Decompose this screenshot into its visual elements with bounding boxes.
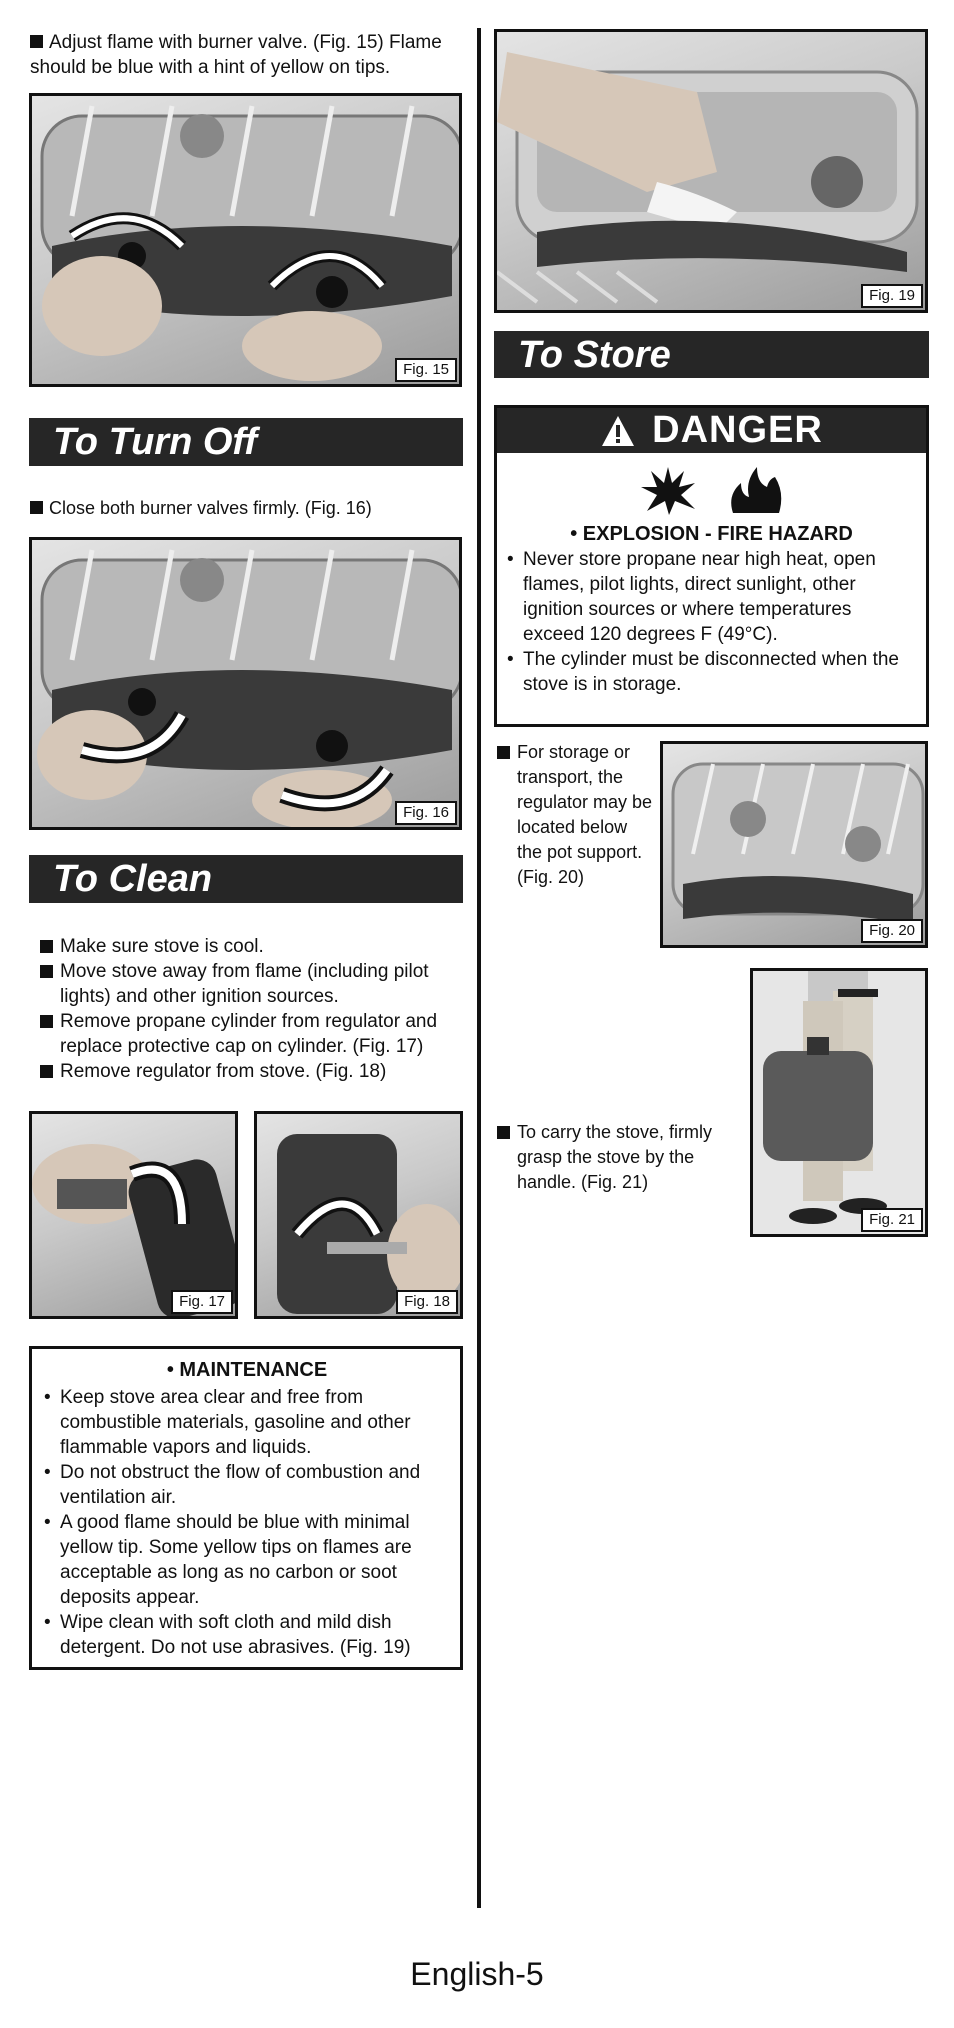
figure-label: Fig. 17 [171, 1290, 233, 1314]
adjust-flame-instruction: Adjust flame with burner valve. (Fig. 15) Flame should be blue with a hint of yellow on tips. [30, 32, 442, 78]
clean-steps-list [40, 934, 460, 1084]
person-carrying-stove-illustration [753, 971, 925, 1234]
carry-instruction: To carry the stove, firmly grasp the stove by the handle. (Fig. 21) [497, 1120, 742, 1195]
maintenance-title: • MAINTENANCE [166, 1359, 328, 1381]
figure-18 [254, 1111, 463, 1319]
danger-header [497, 408, 926, 453]
danger-title: DANGER [652, 409, 823, 451]
list-item: • Keep stove area clear and free from combustible materials, gasoline and other flammable vapors and liquids. [44, 1387, 411, 1458]
column-divider [477, 28, 481, 1908]
figure-20 [660, 741, 928, 948]
list-item: • A good flame should be blue with minimal yellow tip. Some yellow tips on flames are acceptable as long as no carbon or soot deposits appear. [44, 1512, 412, 1608]
list-item: • The cylinder must be disconnected when the stove is in storage. [507, 649, 899, 695]
page-number: English-5 [410, 1956, 544, 1992]
bullet-square-icon [40, 940, 53, 953]
list-item: • Never store propane near high heat, open flames, pilot lights, direct sunlight, other ignition sources or where temperatures exceed 120 degrees F (49°C). [507, 549, 876, 645]
bullet-square-icon [30, 501, 43, 514]
list-item: Remove propane cylinder from regulator and replace protective cap on cylinder. (Fig. 17) [40, 1009, 460, 1059]
storage-instruction: For storage or transport, the regulator may be located below the pot support. (Fig. 20) [497, 740, 657, 890]
explosion-icon [639, 465, 697, 515]
stove-burner-valves-illustration [32, 96, 459, 384]
warning-triangle-icon [600, 414, 636, 448]
figure-17 [29, 1111, 238, 1319]
bullet-square-icon [40, 965, 53, 978]
fire-icon [727, 465, 785, 515]
figure-label: Fig. 19 [861, 284, 923, 308]
clean-heading: To Clean [29, 855, 463, 903]
list-item: • Do not obstruct the flow of combustion and ventilation air. [44, 1462, 421, 1508]
list-item: Move stove away from flame (including pilot lights) and other ignition sources. [40, 959, 460, 1009]
bullet-square-icon [40, 1015, 53, 1028]
regulator-removal-illustration [257, 1114, 460, 1316]
figure-15 [29, 93, 462, 387]
hazard-title: • EXPLOSION - FIRE HAZARD [570, 523, 853, 545]
figure-label: Fig. 16 [395, 801, 457, 825]
list-item: Make sure stove is cool. [40, 934, 460, 959]
danger-box [494, 405, 929, 727]
list-item: Remove regulator from stove. (Fig. 18) [40, 1059, 460, 1084]
bullet-square-icon [497, 746, 510, 759]
hazard-symbols [497, 465, 926, 515]
figure-label: Fig. 20 [861, 919, 923, 943]
stove-storage-illustration [663, 744, 925, 945]
stove-valves-closing-illustration [32, 540, 459, 827]
cylinder-removal-illustration [32, 1114, 235, 1316]
figure-19 [494, 29, 928, 313]
figure-label: Fig. 15 [395, 358, 457, 382]
bullet-square-icon [40, 1065, 53, 1078]
bullet-square-icon [497, 1126, 510, 1139]
figure-21 [750, 968, 928, 1237]
figure-label: Fig. 21 [861, 1208, 923, 1232]
list-item: • Wipe clean with soft cloth and mild dish detergent. Do not use abrasives. (Fig. 19) [44, 1612, 411, 1658]
figure-label: Fig. 18 [396, 1290, 458, 1314]
figure-16 [29, 537, 462, 830]
turn-off-instruction: Close both burner valves firmly. (Fig. 16) [30, 496, 460, 520]
store-heading: To Store [494, 331, 929, 378]
turn-off-heading: To Turn Off [29, 418, 463, 466]
wiping-stove-illustration [497, 32, 925, 310]
maintenance-box [29, 1346, 463, 1670]
bullet-square-icon [30, 35, 43, 48]
